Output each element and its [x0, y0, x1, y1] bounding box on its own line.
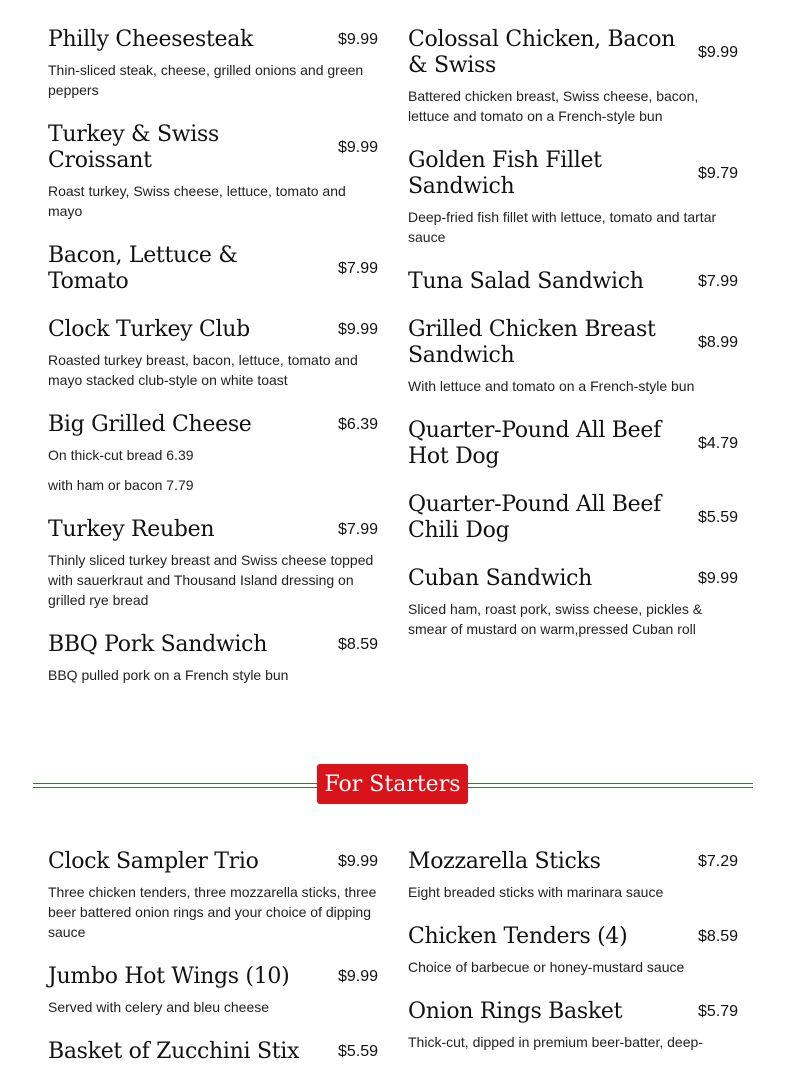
menu-item-name: Big Grilled Cheese: [48, 412, 252, 437]
menu-item: [48, 632, 378, 685]
menu-item-description: Deep-fried fish fillet with lettuce, tomato and tartar sauce: [408, 209, 717, 245]
menu-item: [48, 27, 378, 100]
menu-item-price: $7.29: [697, 853, 738, 870]
menu-item-name: Clock Sampler Trio: [48, 849, 259, 874]
menu-item-price: $9.99: [337, 139, 378, 156]
menu-item-name: Philly Cheesesteak: [48, 27, 254, 52]
menu-item: [48, 849, 378, 942]
menu-item: [408, 418, 738, 470]
sandwiches-left-column: [48, 27, 378, 707]
menu-item-header: [48, 1039, 378, 1065]
menu-item-name: Jumbo Hot Wings (10): [48, 964, 290, 989]
menu-item: [48, 317, 378, 390]
menu-item-description: BBQ pulled pork on a French style bun: [48, 667, 289, 683]
menu-item-header: [408, 492, 738, 544]
menu-item: [408, 27, 738, 126]
menu-item: [408, 148, 738, 247]
menu-item-description: With lettuce and tomato on a French-style bun: [408, 378, 695, 394]
menu-item-name: Cuban Sandwich: [408, 566, 592, 591]
menu-item-name: Quarter-Pound All Beef Chili Dog: [408, 492, 661, 543]
menu-item-price: $6.39: [337, 416, 378, 433]
menu-item-price: $4.79: [697, 435, 738, 452]
menu-item-price: $5.59: [337, 1043, 378, 1060]
menu-item: [408, 924, 738, 977]
menu-item-header: [48, 849, 378, 875]
menu-item-header: [48, 243, 378, 295]
menu-item-name: Quarter-Pound All Beef Hot Dog: [408, 418, 661, 469]
menu-item-header: [408, 924, 738, 950]
menu-item-description: Battered chicken breast, Swiss cheese, bacon, lettuce and tomato on a French-style bun: [408, 88, 699, 124]
menu-item-price: $9.99: [337, 31, 378, 48]
menu-item: [48, 122, 378, 221]
menu-item-name: Tuna Salad Sandwich: [408, 269, 644, 294]
menu-item-price: $7.99: [337, 260, 378, 277]
menu-item-name: Basket of Zucchini Stix: [48, 1039, 300, 1064]
menu-item-price: $8.59: [697, 928, 738, 945]
menu-item-price: $9.99: [337, 968, 378, 985]
menu-item-name: Turkey Reuben: [48, 517, 215, 542]
menu-item-price: $7.99: [697, 273, 738, 290]
menu-item-price: $7.99: [337, 521, 378, 538]
menu-item-name: Turkey & Swiss Croissant: [48, 122, 220, 173]
menu-item-price: $9.79: [697, 165, 738, 182]
menu-item-name: Onion Rings Basket: [408, 999, 623, 1024]
menu-item-header: [48, 964, 378, 990]
menu-item-header: [48, 632, 378, 658]
menu-item-description: Eight breaded sticks with marinara sauce: [408, 884, 664, 900]
menu-item-price: $9.99: [337, 853, 378, 870]
menu-item-header: [408, 269, 738, 295]
menu-item-name: Mozzarella Sticks: [408, 849, 601, 874]
menu-item-description: with ham or bacon 7.79: [48, 477, 194, 493]
menu-item-name: Grilled Chicken Breast Sandwich: [408, 317, 656, 368]
menu-item-header: [408, 27, 738, 79]
menu-item-description: On thick-cut bread 6.39: [48, 447, 194, 463]
starters-right-column: [408, 849, 738, 1074]
menu-item: [408, 566, 738, 639]
menu-item-description: Thinly sliced turkey breast and Swiss cheese topped with sauerkraut and Thousand Island dressing on grilled rye bread: [48, 552, 374, 608]
menu-item: [408, 317, 738, 396]
menu-item-header: [408, 849, 738, 875]
menu-item: [48, 412, 378, 495]
menu-item-price: $8.99: [697, 334, 738, 351]
menu-item: [48, 243, 378, 295]
menu-item: [408, 492, 738, 544]
menu-item-header: [48, 27, 378, 53]
menu-item: [408, 849, 738, 902]
menu-item: [48, 1039, 378, 1065]
menu-item-header: [48, 412, 378, 438]
menu-item-name: Colossal Chicken, Bacon & Swiss: [408, 27, 676, 78]
menu-item-header: [48, 317, 378, 343]
menu-item: [408, 999, 738, 1052]
menu-item-name: Chicken Tenders (4): [408, 924, 628, 949]
section-title-for-starters: For Starters: [317, 764, 468, 804]
menu-item-header: [48, 122, 378, 174]
menu-item-price: $9.99: [337, 321, 378, 338]
starters-left-column: [48, 849, 378, 1083]
menu-item-price: $8.59: [337, 636, 378, 653]
menu-item-name: BBQ Pork Sandwich: [48, 632, 268, 657]
menu-item-price: $9.99: [697, 44, 738, 61]
menu-item-description: Choice of barbecue or honey-mustard sauce: [408, 959, 685, 975]
menu-item-name: Bacon, Lettuce & Tomato: [48, 243, 238, 294]
menu-item-header: [48, 517, 378, 543]
menu-item: [408, 269, 738, 295]
menu-item-header: [408, 148, 738, 200]
menu-item-header: [408, 317, 738, 369]
menu-item-description: Roast turkey, Swiss cheese, lettuce, tomato and mayo: [48, 183, 346, 219]
menu-item-description: Thick-cut, dipped in premium beer-batter, deep-: [408, 1034, 703, 1050]
menu-item-name: Golden Fish Fillet Sandwich: [408, 148, 602, 199]
menu-item-description: Served with celery and bleu cheese: [48, 999, 270, 1015]
menu-item-description: Thin-sliced steak, cheese, grilled onions and green peppers: [48, 62, 364, 98]
menu-item-header: [408, 566, 738, 592]
menu-item-header: [408, 999, 738, 1025]
menu-item: [48, 517, 378, 610]
menu-item-price: $9.99: [697, 570, 738, 587]
menu-item-description: Sliced ham, roast pork, swiss cheese, pickles & smear of mustard on warm,pressed Cuban roll: [408, 601, 703, 637]
menu-item-description: Roasted turkey breast, bacon, lettuce, tomato and mayo stacked club-style on white toast: [48, 352, 358, 388]
menu-item-header: [408, 418, 738, 470]
menu-item-price: $5.79: [697, 1003, 738, 1020]
menu-item: [48, 964, 378, 1017]
menu-item-name: Clock Turkey Club: [48, 317, 250, 342]
menu-item-price: $5.59: [697, 509, 738, 526]
sandwiches-right-column: [408, 27, 738, 661]
menu-item-description: Three chicken tenders, three mozzarella sticks, three beer battered onion rings and your choice of dipping sauce: [48, 884, 377, 940]
